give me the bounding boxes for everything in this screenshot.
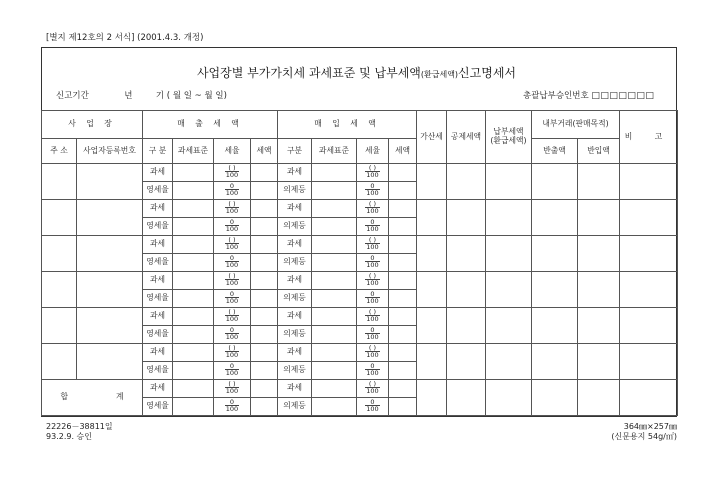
remarks-cell[interactable] xyxy=(620,308,678,344)
purchase-rate xyxy=(357,290,389,308)
entry-cell[interactable] xyxy=(312,326,357,344)
printer-number: 22226－38811일 xyxy=(46,422,113,431)
payable-tax-cell[interactable] xyxy=(486,236,532,272)
sales-category: 영세율 xyxy=(143,182,173,200)
outgoing-cell[interactable] xyxy=(532,308,578,344)
deduction-tax-cell[interactable] xyxy=(447,164,486,200)
entry-cell[interactable] xyxy=(173,236,214,254)
entry-cell[interactable] xyxy=(251,308,278,326)
entry-cell[interactable] xyxy=(251,380,278,398)
header-business-place: 사 업 장 xyxy=(42,111,143,139)
sales-rate xyxy=(214,344,251,362)
period-label: 신고기간 xyxy=(56,91,89,101)
rate-fraction: $\frac{( )}{100}$ xyxy=(366,236,379,252)
rate-fraction: $\frac{( )}{100}$ xyxy=(366,308,379,324)
rate-fraction: $\frac{( )}{100}$ xyxy=(225,236,239,252)
sales-category: 과세 xyxy=(143,164,173,182)
entry-cell[interactable] xyxy=(312,344,357,362)
table-row xyxy=(42,344,678,362)
header-deduction-tax: 공제세액 xyxy=(447,111,486,164)
approval-date: 93.2.9. 승인 xyxy=(46,432,92,441)
rate-fraction: $\frac{( )}{100}$ xyxy=(366,164,379,180)
purchase-rate xyxy=(357,398,389,416)
purchase-category: 과세 xyxy=(278,272,312,290)
sales-rate xyxy=(214,398,251,416)
reg-no-cell[interactable] xyxy=(77,200,143,236)
entry-cell[interactable] xyxy=(389,218,417,236)
addition-tax-cell[interactable] xyxy=(417,236,447,272)
rate-fraction: $\frac{( )}{100}$ xyxy=(225,164,239,180)
purchase-category: 과세 xyxy=(278,308,312,326)
entry-cell[interactable] xyxy=(312,398,357,416)
sales-rate xyxy=(214,362,251,380)
table-row xyxy=(42,380,678,398)
outgoing-cell[interactable] xyxy=(532,272,578,308)
entry-cell[interactable] xyxy=(312,308,357,326)
rate-fraction: $\frac{0}{100}$ xyxy=(366,326,379,342)
header-p-tax-rate: 세율 xyxy=(357,139,389,164)
entry-cell[interactable] xyxy=(312,164,357,182)
incoming-cell[interactable] xyxy=(578,200,620,236)
purchase-rate xyxy=(357,344,389,362)
declaration-table xyxy=(41,110,678,416)
sales-rate xyxy=(214,236,251,254)
entry-cell[interactable] xyxy=(312,272,357,290)
entry-cell[interactable] xyxy=(312,290,357,308)
payable-tax-cell[interactable] xyxy=(486,200,532,236)
rate-fraction: $\frac{( )}{100}$ xyxy=(225,344,239,360)
purchase-rate xyxy=(357,380,389,398)
entry-cell[interactable] xyxy=(251,254,278,272)
entry-cell[interactable] xyxy=(173,398,214,416)
sales-category: 과세 xyxy=(143,272,173,290)
reg-no-cell[interactable] xyxy=(77,236,143,272)
entry-cell[interactable] xyxy=(251,182,278,200)
entry-cell[interactable] xyxy=(251,362,278,380)
sales-category: 영세율 xyxy=(143,398,173,416)
entry-cell[interactable] xyxy=(389,362,417,380)
rate-fraction: $\frac{( )}{100}$ xyxy=(225,200,239,216)
sales-rate xyxy=(214,290,251,308)
incoming-cell[interactable] xyxy=(578,164,620,200)
entry-cell[interactable] xyxy=(173,362,214,380)
sales-category: 영세율 xyxy=(143,254,173,272)
entry-cell[interactable] xyxy=(312,254,357,272)
deduction-tax-cell[interactable] xyxy=(447,236,486,272)
header-sales-tax: 매 출 세 액 xyxy=(143,111,278,139)
purchase-category: 의제등 xyxy=(278,362,312,380)
header-p-tax-amount: 세액 xyxy=(389,139,417,164)
entry-cell[interactable] xyxy=(173,308,214,326)
purchase-category: 과세 xyxy=(278,236,312,254)
sales-rate xyxy=(214,182,251,200)
purchase-rate xyxy=(357,254,389,272)
entry-cell[interactable] xyxy=(389,272,417,290)
header-tax-base: 과세표준 xyxy=(173,139,214,164)
rate-fraction: $\frac{0}{100}$ xyxy=(366,218,379,234)
sales-category: 영세율 xyxy=(143,326,173,344)
remarks-cell[interactable] xyxy=(620,380,678,416)
reg-no-cell[interactable] xyxy=(77,308,143,344)
entry-cell[interactable] xyxy=(173,182,214,200)
title-end: 신고명세서 xyxy=(458,66,517,80)
entry-cell[interactable] xyxy=(173,218,214,236)
purchase-rate xyxy=(357,272,389,290)
entry-cell[interactable] xyxy=(173,344,214,362)
entry-cell[interactable] xyxy=(389,236,417,254)
period-year: 년 xyxy=(124,91,133,101)
purchase-rate xyxy=(357,326,389,344)
sales-rate xyxy=(214,308,251,326)
entry-cell[interactable] xyxy=(312,182,357,200)
rate-fraction: $\frac{0}{100}$ xyxy=(225,290,239,306)
purchase-category: 의제등 xyxy=(278,326,312,344)
sales-rate xyxy=(214,218,251,236)
sales-category: 과세 xyxy=(143,380,173,398)
entry-cell[interactable] xyxy=(389,290,417,308)
outgoing-cell[interactable] xyxy=(532,200,578,236)
entry-cell[interactable] xyxy=(389,200,417,218)
table-row xyxy=(42,164,678,182)
rate-fraction: $\frac{( )}{100}$ xyxy=(366,272,379,288)
outgoing-cell[interactable] xyxy=(532,344,578,380)
entry-cell[interactable] xyxy=(389,344,417,362)
purchase-category: 의제등 xyxy=(278,398,312,416)
deduction-tax-cell[interactable] xyxy=(447,344,486,380)
entry-cell[interactable] xyxy=(389,398,417,416)
entry-cell[interactable] xyxy=(173,290,214,308)
rate-fraction: $\frac{0}{100}$ xyxy=(225,362,239,378)
sales-category: 과세 xyxy=(143,344,173,362)
entry-cell[interactable] xyxy=(389,308,417,326)
purchase-rate xyxy=(357,362,389,380)
remarks-cell[interactable] xyxy=(620,164,678,200)
address-cell[interactable] xyxy=(42,164,77,200)
entry-cell[interactable] xyxy=(312,380,357,398)
approval-number xyxy=(523,89,654,101)
rate-fraction: $\frac{0}{100}$ xyxy=(366,254,379,270)
header-p-category: 구분 xyxy=(278,139,312,164)
incoming-cell[interactable] xyxy=(578,308,620,344)
header-address: 주 소 xyxy=(42,139,77,164)
entry-cell[interactable] xyxy=(389,164,417,182)
purchase-category: 과세 xyxy=(278,344,312,362)
purchase-rate xyxy=(357,182,389,200)
entry-cell[interactable] xyxy=(251,290,278,308)
form-reference: [별지 제12호의 2 서식] (2001.4.3. 개정) xyxy=(46,33,204,43)
deduction-tax-cell[interactable] xyxy=(447,272,486,308)
rate-fraction: $\frac{( )}{100}$ xyxy=(225,380,239,396)
sales-category: 과세 xyxy=(143,200,173,218)
rate-fraction: $\frac{0}{100}$ xyxy=(366,290,379,306)
header-tax-amount: 세액 xyxy=(251,139,278,164)
sales-category: 과세 xyxy=(143,308,173,326)
remarks-cell[interactable] xyxy=(620,236,678,272)
address-cell[interactable] xyxy=(42,200,77,236)
remarks-cell[interactable] xyxy=(620,344,678,380)
rate-fraction: $\frac{0}{100}$ xyxy=(366,362,379,378)
paper-size: 364㎜×257㎜ xyxy=(623,422,677,431)
rate-fraction: $\frac{( )}{100}$ xyxy=(366,380,379,396)
outgoing-cell[interactable] xyxy=(532,164,578,200)
title-main: 사업장별 부가가치세 과세표준 및 납부세액 xyxy=(196,66,421,80)
purchase-category: 의제등 xyxy=(278,290,312,308)
entry-cell[interactable] xyxy=(251,164,278,182)
entry-cell[interactable] xyxy=(251,272,278,290)
address-cell[interactable] xyxy=(42,272,77,308)
entry-cell[interactable] xyxy=(251,398,278,416)
entry-cell[interactable] xyxy=(251,200,278,218)
purchase-rate xyxy=(357,236,389,254)
entry-cell[interactable] xyxy=(389,326,417,344)
remarks-cell[interactable] xyxy=(620,272,678,308)
purchase-category: 과세 xyxy=(278,380,312,398)
entry-cell[interactable] xyxy=(173,164,214,182)
rate-fraction: $\frac{( )}{100}$ xyxy=(225,308,239,324)
deduction-tax-cell[interactable] xyxy=(447,308,486,344)
purchase-rate xyxy=(357,308,389,326)
purchase-category: 의제등 xyxy=(278,218,312,236)
header-addition-tax: 가산세 xyxy=(417,111,447,164)
entry-cell[interactable] xyxy=(312,218,357,236)
entry-cell[interactable] xyxy=(173,326,214,344)
entry-cell[interactable] xyxy=(251,236,278,254)
entry-cell[interactable] xyxy=(173,272,214,290)
sales-rate xyxy=(214,326,251,344)
remarks-cell[interactable] xyxy=(620,200,678,236)
rate-fraction: $\frac{( )}{100}$ xyxy=(225,272,239,288)
table-row xyxy=(42,236,678,254)
payable-tax-cell[interactable] xyxy=(486,164,532,200)
table-row xyxy=(42,200,678,218)
purchase-rate xyxy=(357,164,389,182)
outgoing-cell[interactable] xyxy=(532,236,578,272)
total-label: 합 계 xyxy=(42,380,143,416)
incoming-cell[interactable] xyxy=(578,236,620,272)
sales-rate xyxy=(214,200,251,218)
sales-category: 영세율 xyxy=(143,362,173,380)
sales-rate xyxy=(214,272,251,290)
sales-rate xyxy=(214,164,251,182)
sales-category: 영세율 xyxy=(143,290,173,308)
header-tax-rate: 세율 xyxy=(214,139,251,164)
rate-fraction: $\frac{0}{100}$ xyxy=(225,254,239,270)
entry-cell[interactable] xyxy=(312,362,357,380)
title-small: (환급세액) xyxy=(420,70,459,79)
header-remarks: 비 고 xyxy=(620,111,678,164)
address-cell[interactable] xyxy=(42,308,77,344)
entry-cell[interactable] xyxy=(389,380,417,398)
rate-fraction: $\frac{0}{100}$ xyxy=(225,326,239,342)
deduction-tax-cell[interactable] xyxy=(447,380,486,416)
address-cell[interactable] xyxy=(42,236,77,272)
incoming-cell[interactable] xyxy=(578,272,620,308)
entry-cell[interactable] xyxy=(251,344,278,362)
header-outgoing: 반출액 xyxy=(532,139,578,164)
addition-tax-cell[interactable] xyxy=(417,272,447,308)
table-row xyxy=(42,272,678,290)
header-category: 구 분 xyxy=(143,139,173,164)
entry-cell[interactable] xyxy=(389,182,417,200)
rate-fraction: $\frac{0}{100}$ xyxy=(225,182,239,198)
addition-tax-cell[interactable] xyxy=(417,344,447,380)
addition-tax-cell[interactable] xyxy=(417,308,447,344)
deduction-tax-cell[interactable] xyxy=(447,200,486,236)
rate-fraction: $\frac{( )}{100}$ xyxy=(366,344,379,360)
entry-cell[interactable] xyxy=(251,218,278,236)
header-purchase-tax: 매 입 세 액 xyxy=(278,111,417,139)
approval-number-boxes[interactable]: □□□□□□□ xyxy=(591,91,655,101)
rate-fraction: $\frac{0}{100}$ xyxy=(366,398,379,414)
sales-rate xyxy=(214,254,251,272)
page-title xyxy=(0,64,713,81)
incoming-cell[interactable] xyxy=(578,344,620,380)
sales-category: 영세율 xyxy=(143,218,173,236)
header-incoming: 반입액 xyxy=(578,139,620,164)
payable-tax-cell[interactable] xyxy=(486,272,532,308)
purchase-rate xyxy=(357,200,389,218)
rate-fraction: $\frac{0}{100}$ xyxy=(225,218,239,234)
address-cell[interactable] xyxy=(42,344,77,380)
rate-fraction: $\frac{0}{100}$ xyxy=(225,398,239,414)
reg-no-cell[interactable] xyxy=(77,164,143,200)
payable-tax-cell[interactable] xyxy=(486,308,532,344)
payable-tax-cell[interactable] xyxy=(486,380,532,416)
purchase-category: 의제등 xyxy=(278,182,312,200)
header-internal-trade: 내부거래(판매목적) xyxy=(532,111,620,139)
purchase-category: 과세 xyxy=(278,200,312,218)
table-row xyxy=(42,308,678,326)
addition-tax-cell[interactable] xyxy=(417,164,447,200)
sales-category: 과세 xyxy=(143,236,173,254)
rate-fraction: $\frac{0}{100}$ xyxy=(366,182,379,198)
entry-cell[interactable] xyxy=(312,200,357,218)
purchase-rate xyxy=(357,218,389,236)
entry-cell[interactable] xyxy=(312,236,357,254)
entry-cell[interactable] xyxy=(173,380,214,398)
purchase-category: 과세 xyxy=(278,164,312,182)
payable-tax-cell[interactable] xyxy=(486,344,532,380)
approval-number-label: 총괄납부승인번호 xyxy=(523,91,589,101)
header-p-tax-base: 과세표준 xyxy=(312,139,357,164)
reg-no-cell[interactable] xyxy=(77,344,143,380)
outgoing-cell[interactable] xyxy=(532,380,578,416)
paper-type: (신문용지 54g/㎡) xyxy=(611,432,677,441)
header-payable-tax: 납부세액 (환급세액) xyxy=(486,111,532,164)
incoming-cell[interactable] xyxy=(578,380,620,416)
entry-cell[interactable] xyxy=(251,326,278,344)
sales-rate xyxy=(214,380,251,398)
reg-no-cell[interactable] xyxy=(77,272,143,308)
header-reg-no: 사업자등록번호 xyxy=(77,139,143,164)
rate-fraction: $\frac{( )}{100}$ xyxy=(366,200,379,216)
purchase-category: 의제등 xyxy=(278,254,312,272)
addition-tax-cell[interactable] xyxy=(417,380,447,416)
entry-cell[interactable] xyxy=(173,200,214,218)
period-range: 기 ( 월 일 ~ 월 일) xyxy=(155,91,227,101)
report-period xyxy=(56,89,227,101)
entry-cell[interactable] xyxy=(389,254,417,272)
addition-tax-cell[interactable] xyxy=(417,200,447,236)
entry-cell[interactable] xyxy=(173,254,214,272)
